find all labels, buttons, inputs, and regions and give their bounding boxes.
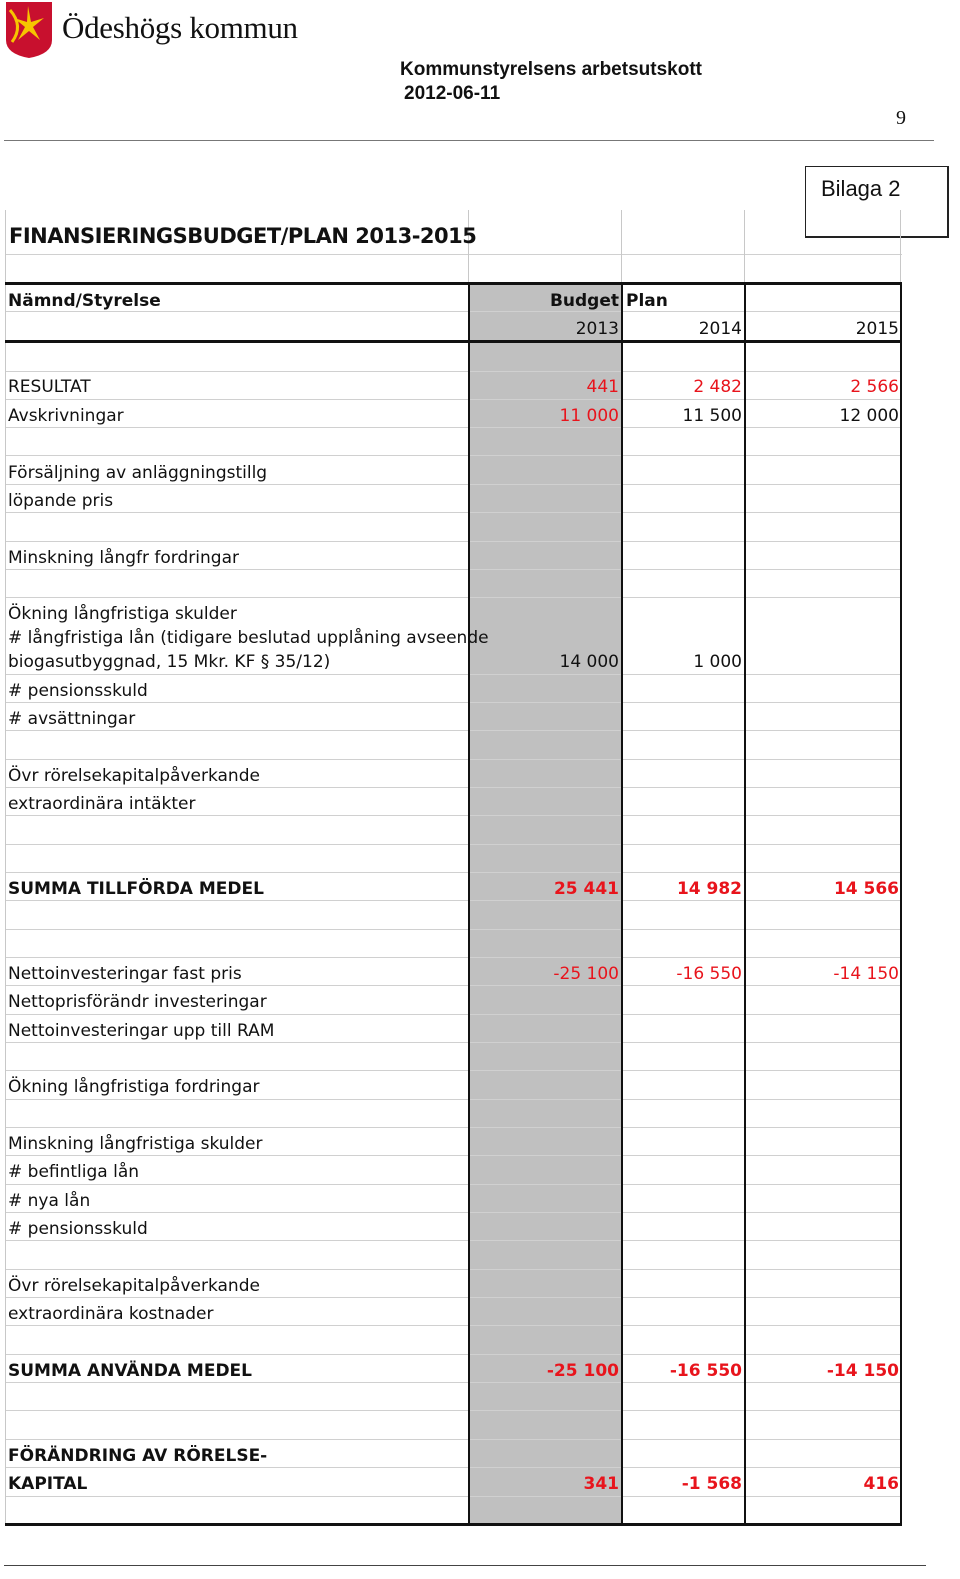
row-label-okning-fordringar: Ökning långfristiga fordringar — [8, 1077, 260, 1097]
gridline — [5, 541, 902, 542]
gridline — [5, 371, 902, 372]
row-label-pensionsskuld: # pensionsskuld — [8, 681, 148, 701]
row-label-befintliga-lan: # befintliga lån — [8, 1162, 140, 1182]
gridline — [5, 1354, 902, 1355]
gridline — [5, 455, 902, 456]
header-bottom-rule — [5, 340, 902, 343]
column-divider — [900, 210, 901, 282]
header-top-rule — [5, 282, 902, 285]
page-number: 9 — [896, 107, 906, 129]
gridline — [5, 1240, 902, 1241]
value-cell: -1 568 — [681, 1474, 742, 1494]
row-label-okning-skulder: Ökning långfristiga skulder — [8, 604, 237, 624]
gridline — [5, 1042, 902, 1043]
gridline — [5, 311, 902, 312]
row-label-avskrivningar: Avskrivningar — [8, 406, 124, 426]
gridline — [5, 1297, 902, 1298]
value-cell: 2 482 — [693, 377, 742, 397]
value-cell: -16 550 — [669, 1361, 742, 1381]
row-label-extra-intakter: extraordinära intäkter — [8, 794, 196, 814]
row-label-pensionsskuld-2: # pensionsskuld — [8, 1219, 148, 1239]
value-cell: 11 000 — [559, 406, 619, 426]
budget-column-shading — [470, 282, 621, 1525]
meeting-date: 2012-06-11 — [404, 83, 501, 104]
value-cell: 441 — [586, 377, 619, 397]
gridline — [5, 872, 902, 873]
gridline — [5, 759, 902, 760]
gridline — [5, 985, 902, 986]
column-divider — [744, 210, 745, 282]
row-label-extra-kostnader: extraordinära kostnader — [8, 1304, 214, 1324]
value-cell: 11 500 — [682, 406, 742, 426]
year-header-2015: 2015 — [855, 319, 899, 339]
gridline — [5, 1382, 902, 1383]
gridline — [5, 427, 902, 428]
gridline — [5, 1325, 902, 1326]
row-label-kapital: KAPITAL — [8, 1474, 88, 1494]
footer-divider — [4, 1565, 926, 1566]
row-label-biogas: biogasutbyggnad, 15 Mkr. KF § 35/12) — [8, 652, 331, 672]
table-bottom-rule — [5, 1523, 902, 1526]
value-cell: -14 150 — [833, 964, 899, 984]
value-cell: 2 566 — [850, 377, 899, 397]
value-cell: -25 100 — [546, 1361, 619, 1381]
year-header-2014: 2014 — [698, 319, 742, 339]
value-cell: 341 — [583, 1474, 619, 1494]
value-cell: 14 982 — [676, 879, 742, 899]
gridline — [5, 815, 902, 816]
gridline — [5, 254, 902, 255]
column-divider — [900, 282, 902, 1525]
row-label-nettoprisforandr: Nettoprisförändr investeringar — [8, 992, 267, 1012]
municipality-logo — [4, 0, 54, 60]
gridline — [5, 1099, 902, 1100]
gridline — [5, 730, 902, 731]
gridline — [5, 1014, 902, 1015]
row-label-summa-tillforda: SUMMA TILLFÖRDA MEDEL — [8, 879, 264, 899]
gridline — [5, 900, 902, 901]
gridline — [5, 597, 902, 598]
gridline — [5, 787, 902, 788]
value-cell: 14 000 — [559, 652, 619, 672]
value-cell: 416 — [863, 1474, 899, 1494]
attachment-label: Bilaga 2 — [805, 166, 949, 238]
row-label-forsaljning: Försäljning av anläggningstillg — [8, 463, 268, 483]
row-label-minskning-skulder: Minskning långfristiga skulder — [8, 1134, 263, 1154]
row-label-lopande-pris: löpande pris — [8, 491, 114, 511]
row-label-langfristiga-lan: # långfristiga lån (tidigare beslutad upplåning avseende — [8, 628, 489, 648]
gridline — [5, 399, 902, 400]
value-cell: 1 000 — [693, 652, 742, 672]
row-label-minskning-fordringar: Minskning långfr fordringar — [8, 548, 239, 568]
gridline — [5, 929, 902, 930]
gridline — [5, 1467, 902, 1468]
column-header-plan: Plan — [626, 291, 668, 311]
column-divider — [468, 282, 470, 1525]
gridline — [5, 1410, 902, 1411]
column-header-label: Nämnd/Styrelse — [8, 291, 161, 311]
row-label-resultat: RESULTAT — [8, 377, 91, 397]
gridline — [5, 569, 902, 570]
row-label-netto-ram: Nettoinvesteringar upp till RAM — [8, 1021, 275, 1041]
row-label-netto-fast-pris: Nettoinvesteringar fast pris — [8, 964, 242, 984]
row-label-nya-lan: # nya lån — [8, 1191, 91, 1211]
gridline — [5, 674, 902, 675]
value-cell: -25 100 — [553, 964, 619, 984]
value-cell: -14 150 — [826, 1361, 899, 1381]
header-divider — [4, 140, 934, 141]
row-label-forandring: FÖRÄNDRING AV RÖRELSE- — [8, 1446, 268, 1466]
financing-budget-table — [5, 210, 902, 1525]
gridline — [5, 484, 902, 485]
value-cell: 14 566 — [833, 879, 899, 899]
row-label-summa-anvanda: SUMMA ANVÄNDA MEDEL — [8, 1361, 253, 1381]
gridline — [5, 1212, 902, 1213]
row-label-ovr-rorelsekapital: Övr rörelsekapitalpåverkande — [8, 766, 260, 786]
gridline — [5, 1439, 902, 1440]
column-header-budget: Budget — [549, 291, 619, 311]
gridline — [5, 1496, 902, 1497]
gridline — [5, 844, 902, 845]
gridline — [5, 1127, 902, 1128]
column-divider — [744, 282, 746, 1525]
column-divider — [5, 210, 6, 1525]
column-divider — [621, 282, 623, 1525]
gridline — [5, 1184, 902, 1185]
row-label-ovr-rorelsekapital-2: Övr rörelsekapitalpåverkande — [8, 1276, 260, 1296]
gridline — [5, 1070, 902, 1071]
gridline — [5, 1155, 902, 1156]
table-title: FINANSIERINGSBUDGET/PLAN 2013-2015 — [9, 224, 477, 248]
gridline — [5, 957, 902, 958]
gridline — [5, 702, 902, 703]
gridline — [5, 1269, 902, 1270]
committee-name: Kommunstyrelsens arbetsutskott — [400, 59, 702, 80]
gridline — [5, 512, 902, 513]
value-cell: 12 000 — [839, 406, 899, 426]
row-label-avsattningar: # avsättningar — [8, 709, 136, 729]
municipality-name: Ödeshögs kommun — [62, 10, 298, 45]
column-divider — [621, 210, 622, 282]
value-cell: 25 441 — [553, 879, 619, 899]
year-header-2013: 2013 — [575, 319, 619, 339]
value-cell: -16 550 — [676, 964, 742, 984]
